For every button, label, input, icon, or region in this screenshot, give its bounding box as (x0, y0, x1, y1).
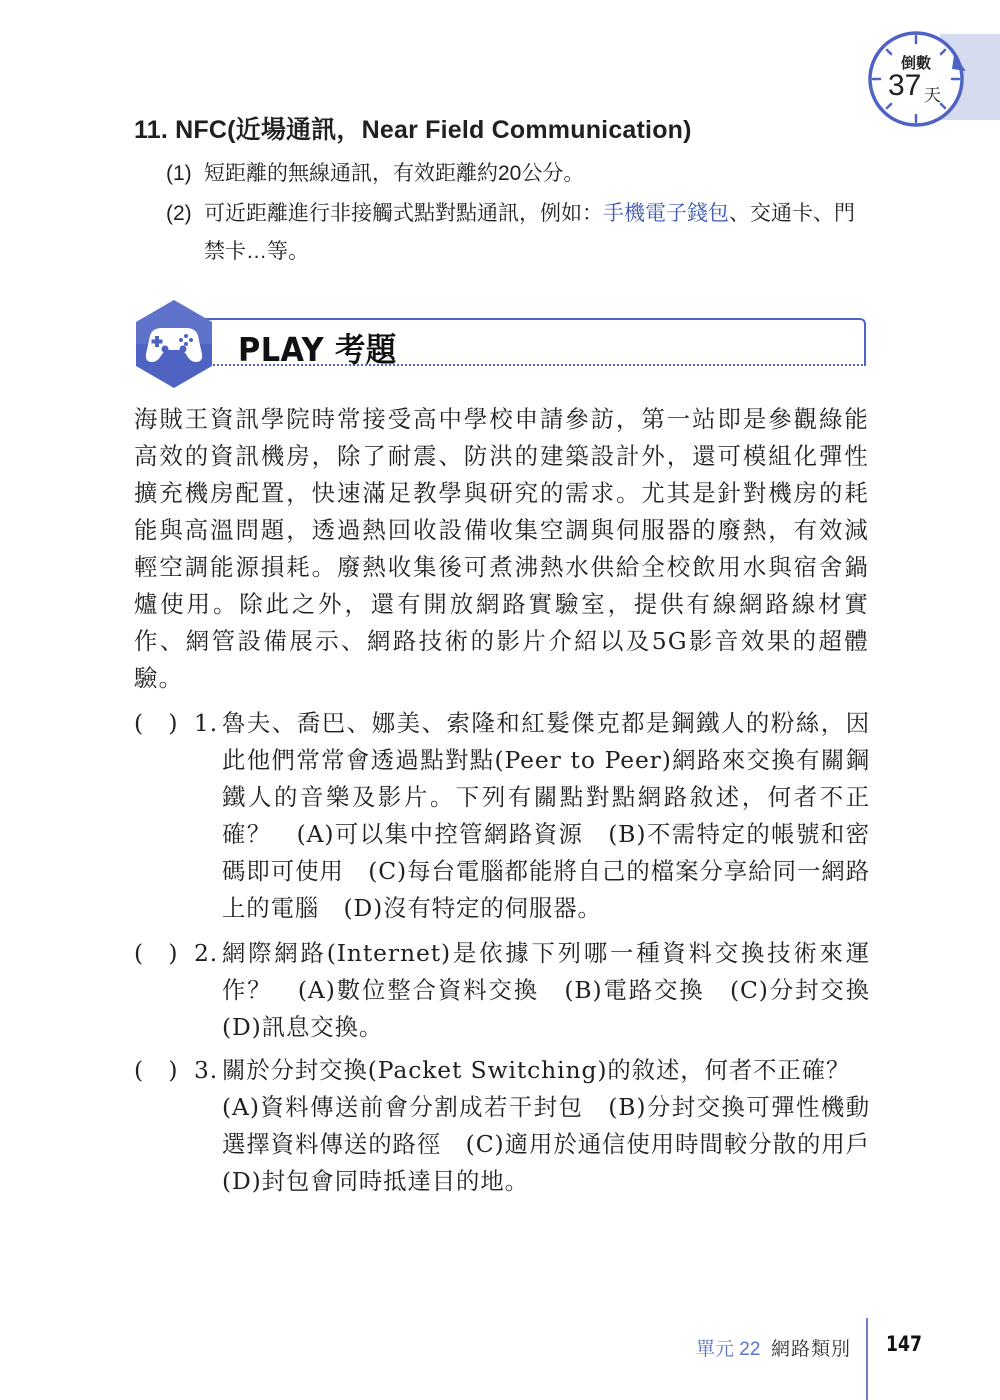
option-b: (B)電路交換 (564, 976, 705, 1004)
countdown-label: 倒數 (900, 55, 931, 72)
list-item-text-after: 、交通卡、門禁卡…等。 (204, 202, 855, 263)
question-1 (134, 705, 874, 927)
list-item-number: (2) (166, 202, 192, 225)
countdown-days: 37 (888, 69, 922, 102)
page-number: 147 (886, 1332, 922, 1356)
option-d: (D)封包會同時抵達目的地。 (222, 1167, 529, 1195)
question-body (222, 705, 870, 927)
question-body (222, 1052, 870, 1200)
question-body (222, 935, 870, 1046)
option-c: (C)適用於通信使用時間較分散的用戶 (465, 1130, 870, 1158)
play-heading-title: PLAY 考題 (238, 330, 397, 369)
question-number: 1. (194, 709, 219, 737)
gamepad-icon (134, 298, 214, 390)
nfc-list-item-2 (166, 195, 866, 271)
footer-divider (866, 1318, 868, 1400)
nfc-list-item-1 (166, 155, 866, 193)
countdown-badge (866, 29, 966, 129)
answer-blank[interactable]: ( ) (134, 939, 179, 967)
option-a: (A)數位整合資料交換 (297, 976, 540, 1004)
option-c: (C)每台電腦都能將自己的檔案分享給同一網路上的電腦 (222, 857, 870, 922)
list-item-text (204, 195, 864, 271)
list-item-text-before: 可近距離進行非接觸式點對點通訊，例如： (204, 202, 603, 225)
question-stem: 魯夫、喬巴、娜美、索隆和紅髮傑克都是鋼鐵人的粉絲，因此他們常常會透過點對點(Peer to Peer)網路來交換有關鋼鐵人的音樂及影片。下列有關點對點網路敘述，何者不正確？ (222, 709, 870, 848)
reading-passage: 海賊王資訊學院時常接受高中學校申請參訪，第一站即是參觀綠能高效的資訊機房，除了耐震、防洪的建築設計外，還可模組化彈性擴充機房配置，快速滿足教學與研究的需求。尤其是針對機房的耗能與高溫問題，透過熱回收設備收集空調與伺服器的廢熱，有效減輕空調能源損耗。廢熱收集後可煮沸熱水供給全校飲用水與宿舍鍋爐使用。除此之外，還有開放網路實驗室，提供有線網路線材實作、網管設備展示、網路技術的影片介紹以及5G影音效果的超體驗。 (134, 405, 869, 692)
play-heading (134, 298, 869, 390)
answer-blank[interactable]: ( ) (134, 1056, 179, 1084)
option-a: (A)資料傳送前會分割成若干封包 (222, 1093, 584, 1121)
list-item-text: 短距離的無線通訊，有效距離約20公分。 (204, 162, 585, 185)
option-d: (D)沒有特定的伺服器。 (343, 894, 602, 922)
countdown-unit: 天 (924, 86, 941, 105)
option-d: (D)訊息交換。 (222, 1013, 384, 1041)
option-b: (B)不需特定的帳號和密碼即可使用 (222, 820, 871, 885)
question-2 (134, 935, 874, 1046)
answer-blank[interactable]: ( ) (134, 709, 179, 737)
question-stem: 網際網路(Internet)是依據下列哪一種資料交換技術來運作？ (222, 939, 870, 1004)
question-stem: 關於分封交換(Packet Switching)的敘述，何者不正確？ (222, 1056, 851, 1084)
list-item-number: (1) (166, 162, 192, 185)
highlight-term: 手機電子錢包 (603, 202, 729, 225)
option-c: (C)分封交換 (729, 976, 870, 1004)
option-a: (A)可以集中控管網路資源 (296, 820, 584, 848)
question-number: 3. (194, 1056, 219, 1084)
question-3 (134, 1052, 874, 1200)
question-number: 2. (194, 939, 219, 967)
section-title: 11. NFC(近場通訊，Near Field Communication) (134, 116, 692, 144)
footer-chapter-title: 網路類別 (771, 1339, 852, 1360)
footer-unit-label: 單元 22 (696, 1339, 761, 1360)
option-b: (B)分封交換可彈性機動選擇資料傳送的路徑 (222, 1093, 870, 1158)
